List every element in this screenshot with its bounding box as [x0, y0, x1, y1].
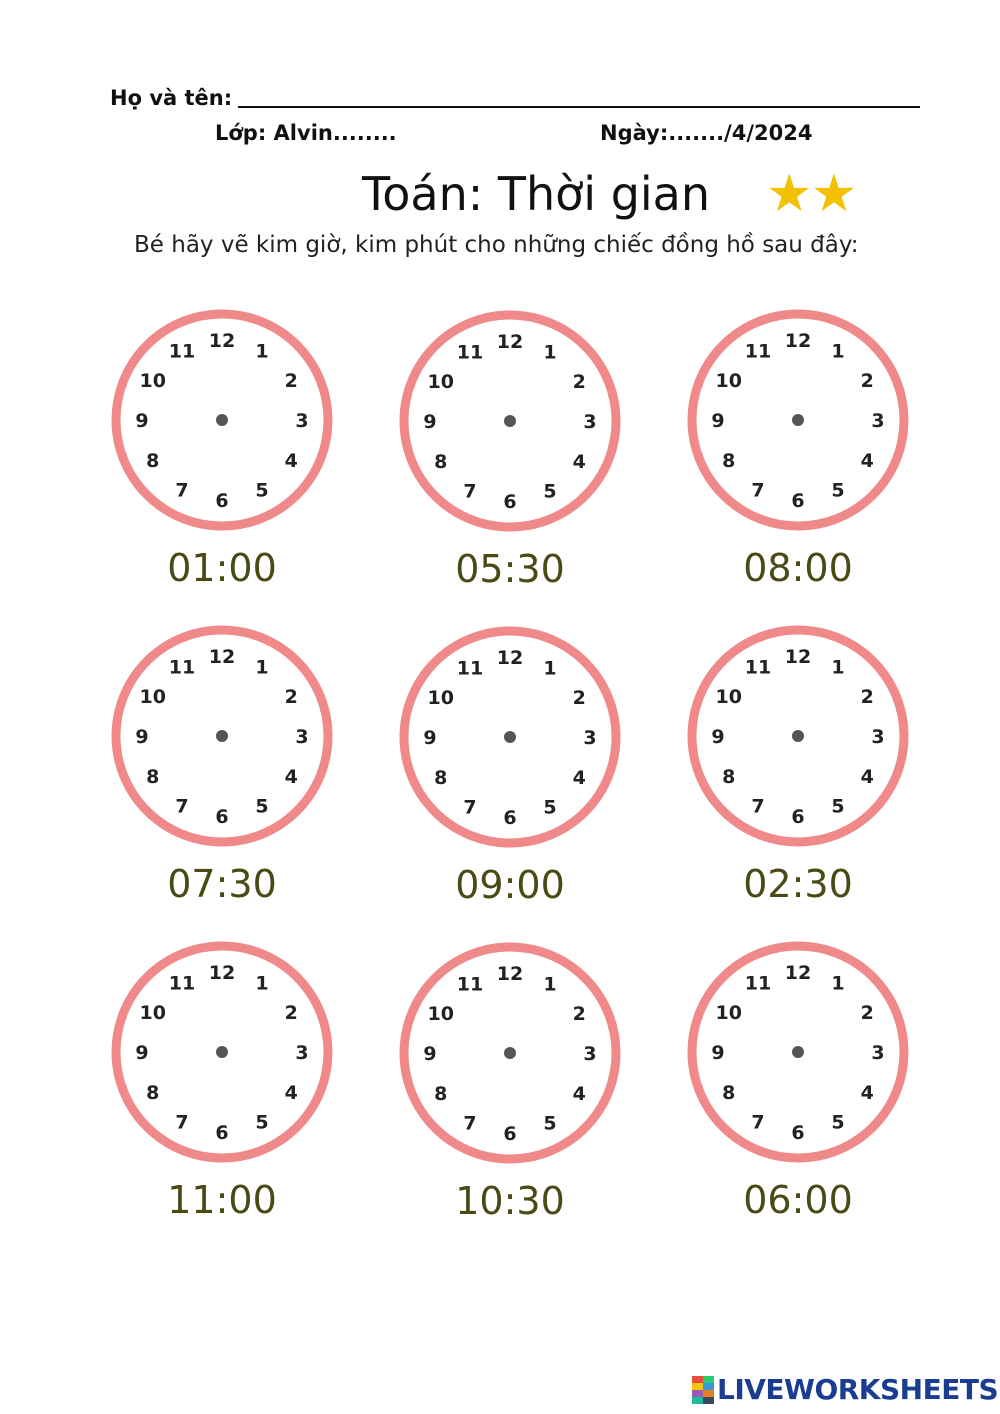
clock-center-dot — [792, 730, 804, 742]
name-input-line[interactable] — [238, 106, 920, 108]
clock-number: 5 — [831, 795, 845, 818]
clock-number: 4 — [284, 450, 298, 472]
clock-number: 9 — [423, 411, 437, 433]
clock-face[interactable] — [678, 302, 918, 542]
clock-number: 6 — [503, 1123, 517, 1145]
clock-time-label: 07:30 — [167, 862, 277, 906]
clock-number: 4 — [284, 1082, 298, 1104]
clock-number: 1 — [831, 656, 845, 679]
clock-number: 11 — [744, 340, 772, 363]
clock-number: 3 — [295, 726, 309, 748]
clock-number: 7 — [175, 1111, 189, 1134]
clock-number: 8 — [146, 766, 160, 788]
clock-number: 11 — [744, 656, 772, 679]
clock-number: 1 — [543, 973, 557, 996]
clock-number: 7 — [463, 480, 477, 503]
clock-number: 12 — [784, 962, 812, 984]
clock-number: 2 — [284, 1002, 298, 1024]
clock-number: 9 — [135, 410, 149, 432]
clock-number: 1 — [831, 972, 845, 995]
clock-number: 7 — [463, 1112, 477, 1135]
name-label: Họ và tên: — [110, 86, 233, 110]
clock-number: 6 — [503, 807, 517, 829]
clock-number: 8 — [146, 1082, 160, 1104]
clock-number: 4 — [572, 1083, 586, 1105]
class-label: Lớp: Alvin........ — [215, 121, 397, 145]
clock-number: 5 — [543, 1112, 557, 1135]
clock-number: 2 — [860, 1002, 874, 1024]
clock-number: 3 — [871, 1042, 885, 1064]
logo-blocks-icon — [692, 1376, 714, 1404]
clock-number: 3 — [871, 410, 885, 432]
clock-number: 4 — [860, 766, 874, 788]
clock-number: 1 — [255, 972, 269, 995]
clock-number: 10 — [139, 1002, 166, 1024]
clock-item — [390, 303, 630, 603]
clock-item — [102, 302, 342, 602]
clock-number: 12 — [208, 646, 236, 668]
clock-center-dot — [504, 731, 516, 743]
clock-number: 10 — [427, 1003, 454, 1025]
clock-number: 2 — [284, 370, 298, 392]
clock-number: 2 — [572, 371, 586, 393]
clock-number: 3 — [583, 1043, 597, 1065]
clock-number: 5 — [255, 795, 269, 818]
clock-number: 12 — [784, 646, 812, 668]
clock-time-label: 06:00 — [743, 1178, 853, 1222]
clock-center-dot — [792, 414, 804, 426]
clock-number: 7 — [463, 796, 477, 819]
clock-number: 3 — [583, 411, 597, 433]
clock-time-label: 08:00 — [743, 546, 853, 590]
clock-item — [102, 618, 342, 918]
clock-number: 8 — [434, 1083, 448, 1105]
clock-item — [390, 935, 630, 1235]
clock-number: 10 — [427, 371, 454, 393]
star-rating: ★★ — [766, 164, 856, 224]
clock-face[interactable] — [390, 619, 630, 859]
clock-number: 9 — [711, 726, 725, 748]
clock-number: 7 — [175, 795, 189, 818]
clock-number: 6 — [215, 806, 229, 828]
clock-number: 11 — [744, 972, 772, 995]
clock-center-dot — [216, 730, 228, 742]
clock-time-label: 09:00 — [455, 863, 565, 907]
clock-number: 9 — [135, 726, 149, 748]
clock-center-dot — [792, 1046, 804, 1058]
clock-number: 2 — [860, 686, 874, 708]
clock-number: 6 — [215, 1122, 229, 1144]
clock-number: 12 — [496, 963, 524, 985]
clock-number: 11 — [168, 656, 196, 679]
clock-number: 1 — [543, 341, 557, 364]
clock-number: 8 — [434, 451, 448, 473]
clock-time-label: 11:00 — [167, 1178, 277, 1222]
clock-number: 8 — [146, 450, 160, 472]
clock-number: 4 — [572, 767, 586, 789]
clock-number: 2 — [572, 687, 586, 709]
clock-number: 9 — [711, 1042, 725, 1064]
clock-number: 9 — [423, 1043, 437, 1065]
clock-number: 1 — [255, 656, 269, 679]
clock-number: 12 — [208, 330, 236, 352]
clock-center-dot — [504, 1047, 516, 1059]
clock-number: 12 — [496, 647, 524, 669]
clock-number: 2 — [860, 370, 874, 392]
clock-time-label: 01:00 — [167, 546, 277, 590]
clock-number: 4 — [860, 450, 874, 472]
clock-number: 5 — [255, 1111, 269, 1134]
clock-number: 5 — [255, 479, 269, 502]
clock-item — [678, 618, 918, 918]
clock-number: 10 — [427, 687, 454, 709]
clock-number: 3 — [295, 1042, 309, 1064]
clock-number: 10 — [139, 686, 166, 708]
clock-number: 8 — [722, 1082, 736, 1104]
clock-number: 4 — [284, 766, 298, 788]
date-label: Ngày:......./4/2024 — [600, 121, 813, 145]
clock-face[interactable] — [678, 934, 918, 1174]
clock-number: 4 — [572, 451, 586, 473]
logo-text: LIVEWORKSHEETS — [717, 1373, 999, 1406]
clock-face[interactable] — [102, 934, 342, 1174]
clock-center-dot — [216, 414, 228, 426]
clock-number: 11 — [168, 340, 196, 363]
clock-number: 2 — [572, 1003, 586, 1025]
clock-number: 7 — [175, 479, 189, 502]
clock-number: 12 — [496, 331, 524, 353]
clock-number: 12 — [208, 962, 236, 984]
clock-number: 8 — [434, 767, 448, 789]
clock-center-dot — [504, 415, 516, 427]
clock-number: 6 — [791, 490, 805, 512]
liveworksheets-logo — [692, 1370, 998, 1410]
clock-face[interactable] — [102, 302, 342, 542]
clock-number: 8 — [722, 766, 736, 788]
clock-item — [678, 302, 918, 602]
clock-number: 11 — [456, 657, 484, 680]
clock-number: 3 — [871, 726, 885, 748]
clock-number: 5 — [543, 796, 557, 819]
clock-number: 10 — [715, 686, 742, 708]
clock-number: 2 — [284, 686, 298, 708]
clock-item — [678, 934, 918, 1234]
clock-face[interactable] — [102, 618, 342, 858]
clock-number: 5 — [831, 1111, 845, 1134]
clock-number: 9 — [135, 1042, 149, 1064]
clock-number: 10 — [715, 1002, 742, 1024]
clock-number: 6 — [791, 806, 805, 828]
page-title: Toán: Thời gian — [362, 167, 711, 221]
clock-number: 12 — [784, 330, 812, 352]
clock-time-label: 02:30 — [743, 862, 853, 906]
clock-number: 11 — [168, 972, 196, 995]
clock-item — [390, 619, 630, 919]
clock-time-label: 05:30 — [455, 547, 565, 591]
clock-number: 4 — [860, 1082, 874, 1104]
clock-item — [102, 934, 342, 1234]
clock-time-label: 10:30 — [455, 1179, 565, 1223]
clock-number: 9 — [423, 727, 437, 749]
clock-number: 11 — [456, 973, 484, 996]
clock-number: 7 — [751, 479, 765, 502]
clock-number: 1 — [831, 340, 845, 363]
clock-face[interactable] — [678, 618, 918, 858]
clock-face[interactable] — [390, 303, 630, 543]
clock-number: 7 — [751, 1111, 765, 1134]
clock-number: 6 — [791, 1122, 805, 1144]
clock-number: 9 — [711, 410, 725, 432]
clock-number: 3 — [295, 410, 309, 432]
clock-number: 5 — [831, 479, 845, 502]
clock-number: 3 — [583, 727, 597, 749]
clock-number: 11 — [456, 341, 484, 364]
clock-number: 6 — [215, 490, 229, 512]
clock-number: 1 — [543, 657, 557, 680]
clock-number: 10 — [715, 370, 742, 392]
clock-face[interactable] — [390, 935, 630, 1175]
clock-number: 5 — [543, 480, 557, 503]
clock-number: 8 — [722, 450, 736, 472]
clock-number: 1 — [255, 340, 269, 363]
clock-number: 6 — [503, 491, 517, 513]
clock-center-dot — [216, 1046, 228, 1058]
clock-number: 7 — [751, 795, 765, 818]
instruction-text: Bé hãy vẽ kim giờ, kim phút cho những chiếc đồng hồ sau đây: — [134, 232, 859, 258]
clock-number: 10 — [139, 370, 166, 392]
name-row — [110, 78, 920, 112]
